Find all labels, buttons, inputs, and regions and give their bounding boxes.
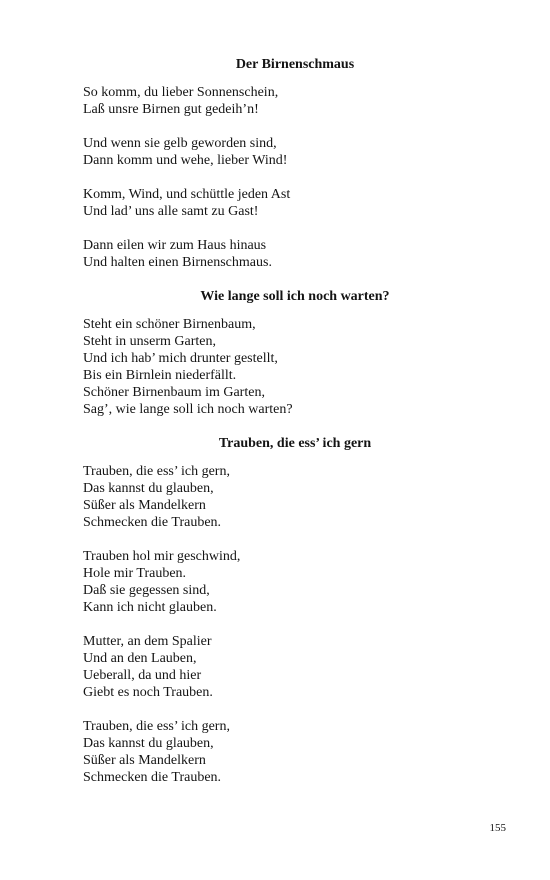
poem-title: Wie lange soll ich noch warten? [200, 289, 390, 304]
verse-line: Und ich hab’ mich drunter gestellt, [83, 351, 278, 366]
stanza [83, 718, 507, 786]
poem-body [83, 84, 507, 271]
poem-body [83, 463, 507, 786]
stanza [83, 633, 507, 701]
verse-line: Und wenn sie gelb geworden sind, [83, 136, 277, 151]
verse-line: Trauben hol mir geschwind, [83, 549, 241, 564]
page-number: 155 [489, 822, 506, 834]
verse-line: Steht ein schöner Birnenbaum, [83, 317, 256, 332]
stanza [83, 463, 507, 531]
page-content [83, 56, 507, 803]
stanza [83, 84, 507, 118]
verse-line: Trauben, die ess’ ich gern, [83, 464, 230, 479]
verse-line: Schmecken die Trauben. [83, 515, 222, 530]
poem-title: Der Birnenschmaus [235, 57, 355, 72]
verse-line: Und halten einen Birnenschmaus. [83, 255, 272, 270]
verse-line: So komm, du lieber Sonnenschein, [83, 85, 279, 100]
verse-line: Ueberall, da und hier [83, 668, 202, 683]
stanza [83, 548, 507, 616]
verse-line: Laß unsre Birnen gut gedeih’n! [83, 102, 259, 117]
stanza [83, 186, 507, 220]
verse-line: Dann komm und wehe, lieber Wind! [83, 153, 288, 168]
stanza [83, 237, 507, 271]
stanza [83, 316, 507, 418]
verse-line: Bis ein Birnlein niederfällt. [83, 368, 237, 383]
poem-title: Trauben, die ess’ ich gern [218, 436, 372, 451]
verse-line: Das kannst du glauben, [83, 481, 214, 496]
poem-body [83, 316, 507, 418]
verse-line: Und an den Lauben, [83, 651, 197, 666]
verse-line: Schöner Birnenbaum im Garten, [83, 385, 265, 400]
stanza [83, 135, 507, 169]
poem [83, 288, 507, 418]
poem [83, 435, 507, 786]
verse-line: Schmecken die Trauben. [83, 770, 222, 785]
poem [83, 56, 507, 271]
verse-line: Das kannst du glauben, [83, 736, 214, 751]
verse-line: Giebt es noch Trauben. [83, 685, 213, 700]
verse-line: Sag’, wie lange soll ich noch warten? [83, 402, 293, 417]
verse-line: Daß sie gegessen sind, [83, 583, 210, 598]
verse-line: Hole mir Trauben. [83, 566, 187, 581]
verse-line: Komm, Wind, und schüttle jeden Ast [83, 187, 291, 202]
verse-line: Steht in unserm Garten, [83, 334, 216, 349]
verse-line: Dann eilen wir zum Haus hinaus [83, 238, 267, 253]
verse-line: Kann ich nicht glauben. [83, 600, 217, 615]
verse-line: Und lad’ uns alle samt zu Gast! [83, 204, 259, 219]
verse-line: Trauben, die ess’ ich gern, [83, 719, 230, 734]
verse-line: Mutter, an dem Spalier [83, 634, 212, 649]
verse-line: Süßer als Mandelkern [83, 753, 206, 768]
verse-line: Süßer als Mandelkern [83, 498, 206, 513]
